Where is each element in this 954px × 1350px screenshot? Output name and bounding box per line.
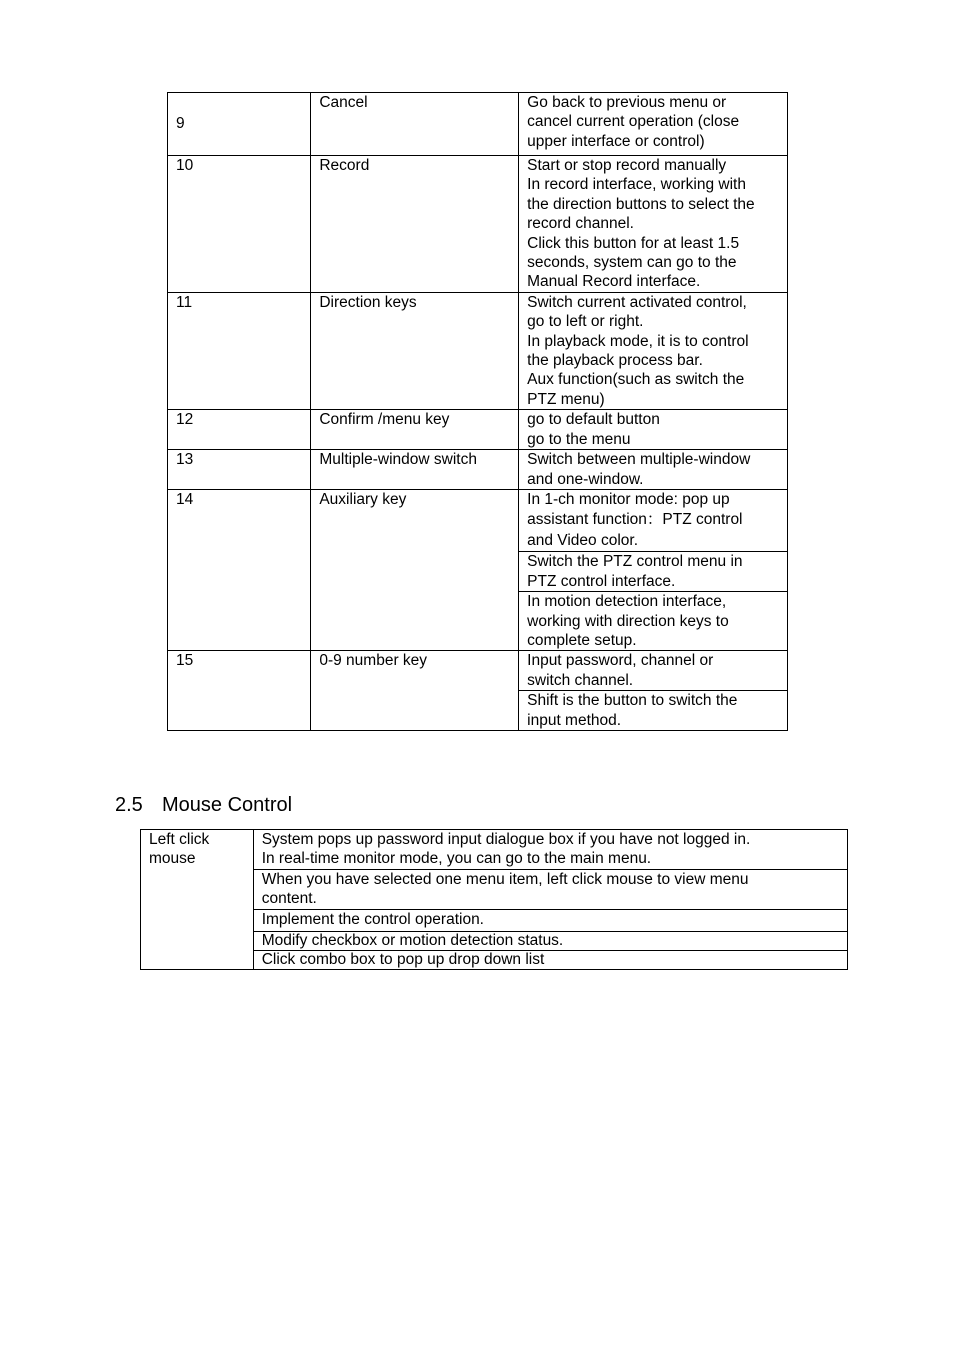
description-line: Click combo box to pop up drop down list xyxy=(261,950,545,968)
key-number-cell xyxy=(168,450,311,490)
key-name: Auxiliary key xyxy=(319,490,407,508)
description-line: Modify checkbox or motion detection status. xyxy=(261,931,564,949)
mouse-action-cell xyxy=(141,830,254,970)
key-number: 9 xyxy=(176,115,185,133)
description-line: working with direction keys to xyxy=(527,612,729,630)
description-line: upper interface or control) xyxy=(527,132,705,150)
key-name: Multiple-window switch xyxy=(319,451,477,469)
description-line: Switch current activated control, xyxy=(527,293,747,311)
key-name: Record xyxy=(319,157,370,174)
key-description-cell xyxy=(519,691,788,731)
key-description-cell xyxy=(519,93,788,156)
description-line: assistant function：PTZ control xyxy=(527,511,743,529)
key-description-cell xyxy=(519,450,788,490)
description-line: Switch between multiple-window xyxy=(527,451,751,469)
key-name-cell xyxy=(311,410,519,450)
description-line: content. xyxy=(261,890,317,908)
key-number-cell xyxy=(168,651,311,731)
key-number: 13 xyxy=(176,451,194,469)
table-row xyxy=(168,410,788,450)
mouse-description-cell xyxy=(253,950,847,969)
table-row xyxy=(168,292,788,409)
description-line: Switch the PTZ control menu in xyxy=(527,553,743,571)
key-name: Cancel xyxy=(319,94,368,111)
key-name: Direction keys xyxy=(319,293,417,311)
description-line: Start or stop record manually xyxy=(527,157,727,174)
description-line: Aux function(such as switch the xyxy=(527,371,745,389)
key-number-cell xyxy=(168,292,311,409)
description-line: the playback process bar. xyxy=(527,352,703,370)
table-row xyxy=(168,651,788,691)
mouse-description-cell xyxy=(253,830,847,870)
key-name-cell xyxy=(311,292,519,409)
front-panel-keys-table xyxy=(167,92,788,731)
key-number: 14 xyxy=(176,490,194,508)
description-line: Shift is the button to switch the xyxy=(527,692,738,710)
key-description-cell xyxy=(519,552,788,592)
description-line: switch channel. xyxy=(527,671,634,689)
section-number: 2.5 xyxy=(115,794,143,816)
mouse-control-table xyxy=(140,829,848,970)
key-number: 15 xyxy=(176,652,194,670)
mouse-description-cell xyxy=(253,869,847,909)
mouse-action-line: Left click xyxy=(149,831,210,848)
table-row xyxy=(168,450,788,490)
description-line: In motion detection interface, xyxy=(527,593,727,611)
key-description-cell xyxy=(519,592,788,651)
key-number: 10 xyxy=(176,157,194,174)
keys-table-body xyxy=(168,93,788,731)
description-line: In record interface, working with xyxy=(527,176,746,194)
key-number-cell xyxy=(168,410,311,450)
table-row xyxy=(141,830,848,870)
key-number: 12 xyxy=(176,411,194,429)
description-line: go to left or right. xyxy=(527,313,644,331)
description-line: and one-window. xyxy=(527,470,644,488)
key-name-cell xyxy=(311,489,519,651)
description-line: PTZ menu) xyxy=(527,390,605,408)
description-line: Go back to previous menu or xyxy=(527,94,727,111)
description-line: Implement the control operation. xyxy=(261,910,484,928)
description-line: PTZ control interface. xyxy=(527,572,676,590)
mouse-action-line: mouse xyxy=(149,850,196,868)
mouse-table-body xyxy=(141,830,848,970)
description-line: go to default button xyxy=(527,411,660,429)
description-line: System pops up password input dialogue box if you have not logged in. xyxy=(261,831,751,848)
mouse-description-cell xyxy=(253,909,847,931)
key-name-cell xyxy=(311,651,519,731)
key-number: 11 xyxy=(176,293,193,311)
key-number-cell xyxy=(168,93,311,156)
description-line: In playback mode, it is to control xyxy=(527,332,749,350)
description-line: the direction buttons to select the xyxy=(527,195,755,213)
table-row xyxy=(168,489,788,552)
key-name-cell xyxy=(311,93,519,156)
key-description-cell xyxy=(519,292,788,409)
description-line: complete setup. xyxy=(527,632,637,650)
table-row xyxy=(168,93,788,156)
section-heading xyxy=(115,791,292,819)
key-number-cell xyxy=(168,489,311,651)
table-row xyxy=(168,156,788,293)
description-line: seconds, system can go to the xyxy=(527,254,737,272)
description-line: record channel. xyxy=(527,215,634,233)
key-description-cell xyxy=(519,489,788,552)
description-line: In real-time monitor mode, you can go to the main menu. xyxy=(261,850,652,868)
description-line: cancel current operation (close xyxy=(527,113,740,131)
key-name-cell xyxy=(311,450,519,490)
key-name: Confirm /menu key xyxy=(319,411,450,429)
description-line: In 1-ch monitor mode: pop up xyxy=(527,490,730,508)
description-line: input method. xyxy=(527,711,622,729)
key-description-cell xyxy=(519,651,788,691)
description-line: Click this button for at least 1.5 xyxy=(527,234,740,252)
key-description-cell xyxy=(519,410,788,450)
description-line: and Video color. xyxy=(527,531,639,549)
mouse-description-cell xyxy=(253,931,847,950)
key-name: 0-9 number key xyxy=(319,652,428,670)
description-line: go to the menu xyxy=(527,430,631,448)
key-description-cell xyxy=(519,156,788,293)
key-number-cell xyxy=(168,156,311,293)
description-line: Input password, channel or xyxy=(527,652,714,670)
section-title: Mouse Control xyxy=(162,794,293,816)
description-line: Manual Record interface. xyxy=(527,273,701,291)
description-line: When you have selected one menu item, left click mouse to view menu xyxy=(261,870,749,888)
key-name-cell xyxy=(311,156,519,293)
